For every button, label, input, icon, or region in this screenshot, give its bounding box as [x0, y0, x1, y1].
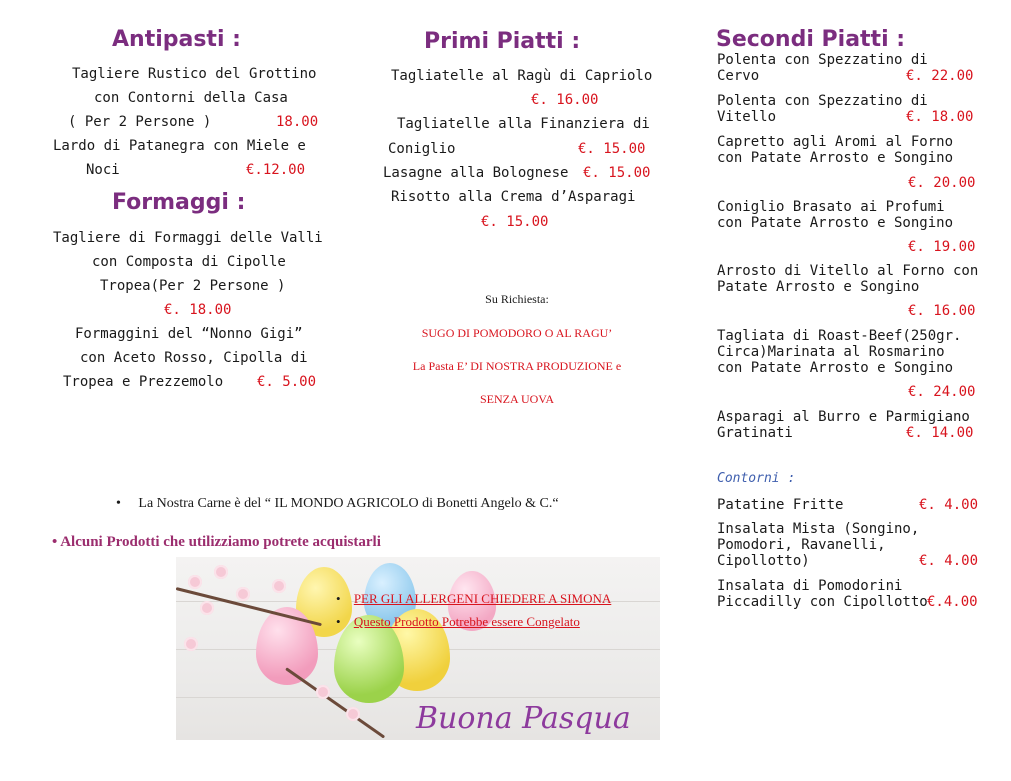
menu-item-price: €. 18.00 [906, 109, 974, 125]
menu-item-line: con Composta di Cipolle [92, 254, 286, 270]
menu-item-price: €. 19.00 [908, 239, 976, 255]
menu-item-price: €. 20.00 [908, 175, 976, 191]
menu-item-line: Coniglio [388, 141, 456, 157]
menu-item-line: Pomodori, Ravanelli, [717, 537, 886, 553]
menu-item-line: Risotto alla Crema d’Asparagi [391, 189, 636, 205]
menu-item-price: €. 15.00 [578, 141, 646, 157]
menu-item-line: ( Per 2 Persone ) [68, 114, 212, 130]
menu-item-line: con Patate Arrosto e Songino [717, 215, 954, 231]
bullet-text: Alcuni Prodotti che utilizziamo potrete acquistarli [60, 534, 381, 550]
menu-item-line: Circa)Marinata al Rosmarino [717, 344, 945, 360]
menu-item-line: Asparagi al Burro e Parmigiano [717, 409, 970, 425]
buona-pasqua-caption: Buona Pasqua [416, 701, 631, 736]
menu-item-line: Insalata di Pomodorini [717, 578, 903, 594]
menu-item-line: con Aceto Rosso, Cipolla di [80, 350, 308, 366]
menu-item-line: Patatine Fritte [717, 497, 844, 513]
menu-item-price: €. 15.00 [481, 214, 549, 230]
menu-item-line: Vitello [717, 109, 777, 125]
allergeni-link[interactable]: PER GLI ALLERGENI CHIEDERE A SIMONA [353, 591, 612, 606]
easter-photo [176, 557, 660, 740]
menu-item-line: Arrosto di Vitello al Forno con [717, 263, 979, 279]
congelato-link[interactable]: Questo Prodotto Potrebbe essere Congelato [353, 614, 580, 629]
menu-item-line: Tagliatelle al Ragù di Capriolo [391, 68, 653, 84]
menu-item-line: Cipollotto) [717, 553, 810, 569]
menu-item-price: €.4.00 [927, 594, 978, 610]
antipasti-heading: Antipasti : [112, 27, 241, 52]
bullet-dot-icon: • [52, 534, 58, 550]
bullet-dot-icon: • [336, 591, 341, 606]
menu-item-line: Tagliere di Formaggi delle Valli [53, 230, 323, 246]
primi-heading: Primi Piatti : [424, 29, 581, 54]
menu-item-line: Tagliata di Roast-Beef(250gr. [717, 328, 962, 344]
menu-item-line: Polenta con Spezzatino di [717, 52, 928, 68]
menu-item-line: Capretto agli Aromi al Forno [717, 134, 954, 150]
menu-item-line: Polenta con Spezzatino di [717, 93, 928, 109]
menu-item-price: €. 5.00 [257, 374, 317, 390]
bullet-dot-icon: • [336, 614, 341, 629]
bullet-allergeni [336, 591, 611, 607]
bullet-text: La Nostra Carne è del “ IL MONDO AGRICOLO di Bonetti Angelo & C.“ [138, 496, 559, 511]
bullet-prodotti [52, 534, 381, 551]
menu-item-price: €.12.00 [246, 162, 306, 178]
menu-item-line: Noci [86, 162, 120, 178]
menu-item-line: Tropea e Prezzemolo [63, 374, 224, 390]
menu-item-price: €. 16.00 [531, 92, 599, 108]
menu-item-price: €. 4.00 [919, 497, 979, 513]
menu-item-line: Cervo [717, 68, 760, 84]
secondi-heading: Secondi Piatti : [716, 27, 906, 52]
menu-item-line: con Patate Arrosto e Songino [717, 150, 954, 166]
menu-item-line: Tagliere Rustico del Grottino [72, 66, 317, 82]
menu-item-price: €. 16.00 [908, 303, 976, 319]
note-line: SENZA UOVA [479, 392, 555, 406]
menu-item-price: €. 24.00 [908, 384, 976, 400]
bullet-carne [116, 496, 559, 512]
menu-item-price: €. 15.00 [583, 165, 651, 181]
bullet-dot-icon: • [116, 496, 121, 511]
note-heading: Su Richiesta: [485, 292, 549, 306]
menu-item-line: con Patate Arrosto e Songino [717, 360, 954, 376]
menu-item-line: con Contorni della Casa [94, 90, 288, 106]
menu-item-line: Tagliatelle alla Finanziera di [397, 116, 650, 132]
menu-item-line: Lasagne alla Bolognese [383, 165, 569, 181]
menu-item-price: 18.00 [276, 114, 319, 130]
bullet-congelato [336, 614, 580, 630]
menu-item-price: €. 14.00 [906, 425, 974, 441]
menu-item-line: Patate Arrosto e Songino [717, 279, 920, 295]
menu-item-line: Formaggini del “Nonno Gigi” [75, 326, 303, 342]
contorni-heading: Contorni : [717, 471, 796, 486]
menu-item-line: Coniglio Brasato ai Profumi [717, 199, 945, 215]
note-line: La Pasta E’ DI NOSTRA PRODUZIONE e [412, 359, 622, 373]
menu-item-line: Lardo di Patanegra con Miele e [53, 138, 306, 154]
menu-item-line: Piccadilly con Cipollotto [717, 594, 928, 610]
note-line: SUGO DI POMODORO O AL RAGU’ [421, 326, 613, 340]
menu-item-price: €. 18.00 [164, 302, 232, 318]
menu-item-price: €. 4.00 [919, 553, 979, 569]
menu-item-price: €. 22.00 [906, 68, 974, 84]
menu-item-line: Tropea(Per 2 Persone ) [100, 278, 286, 294]
formaggi-heading: Formaggi : [112, 190, 246, 215]
menu-item-line: Insalata Mista (Songino, [717, 521, 920, 537]
menu-item-line: Gratinati [717, 425, 793, 441]
